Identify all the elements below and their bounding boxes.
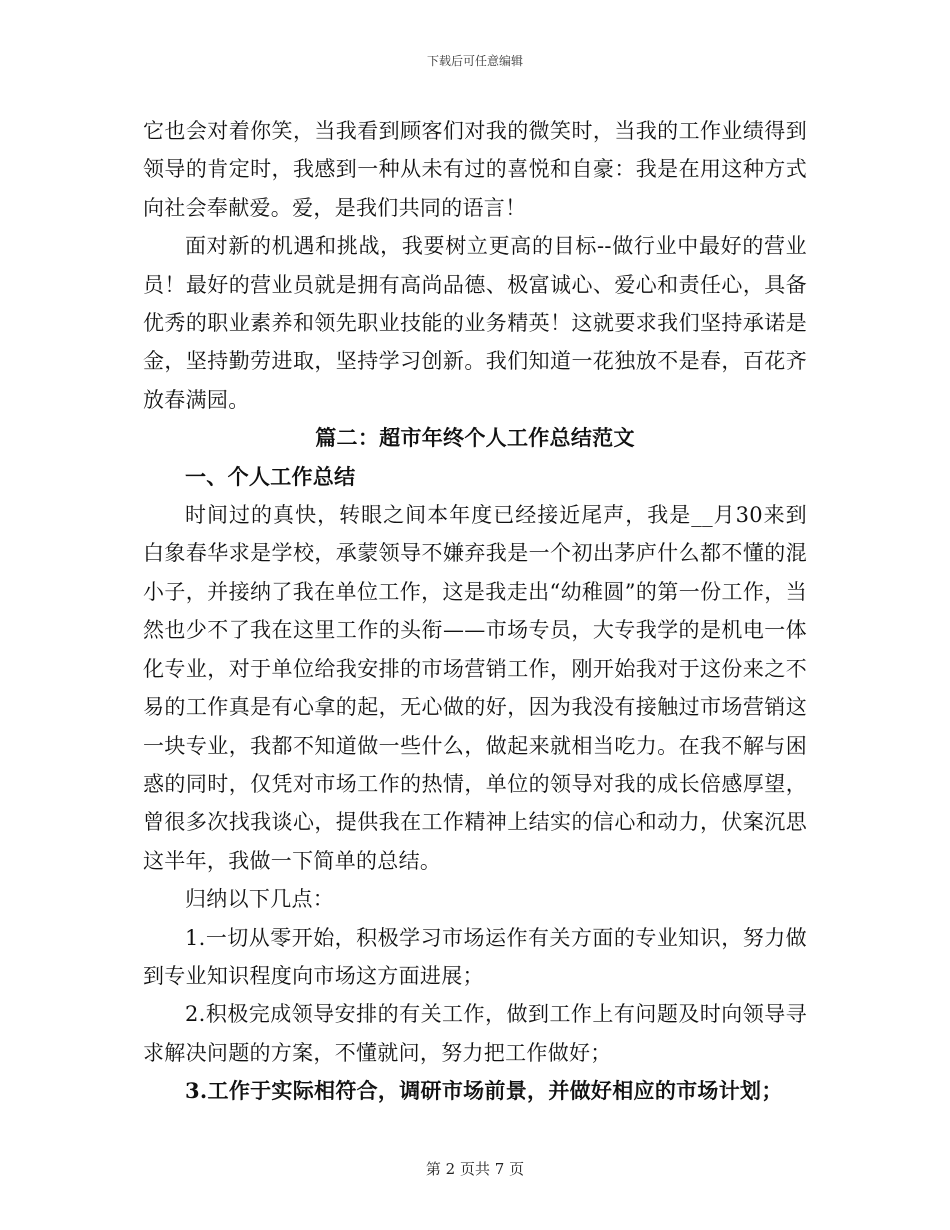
paragraph-3: 时间过的真快，转眼之间本年度已经接近尾声，我是__月30来到白象春华求是学校，承蒙领导不嫌弃我是一个初出茅庐什么都不懂的混小子，并接纳了我在单位工作，这是我走出“幼稚圆”的第一份工作，当然也少不了我在这里工作的头衔——市场专员，大专我学的是机电一体化专业，对于单位给我安排的市场营销工作，刚开始我对于这份来之不易的工作真是有心拿的起，无心做的好，因为我没有接触过市场营销这一块专业，我都不知道做一些什么，做起来就相当吃力。在我不解与困惑的同时，仅凭对市场工作的热情，单位的领导对我的成长倍感厚望，曾很多次找我谈心，提供我在工作精神上结实的信心和动力，伏案沉思这半年，我做一下简单的总结。 — [143, 503, 807, 873]
section-title: 篇二：超市年终个人工作总结范文 — [315, 425, 635, 451]
page-footer: 第 2 页共 7 页 — [425, 1160, 525, 1178]
page-header: 下载后可任意编辑 — [426, 54, 523, 68]
list-item-3: 3.工作于实际相符合，调研市场前景，并做好相应的市场计划； — [185, 1078, 783, 1104]
subsection-heading: 一、个人工作总结 — [185, 463, 356, 489]
document-body — [143, 112, 807, 1111]
paragraph-4: 归纳以下几点： — [185, 887, 335, 912]
paragraph-2: 面对新的机遇和挑战，我要树立更高的目标--做行业中最好的营业员！最好的营业员就是拥有高尚品德、极富诚心、爱心和责任心，具备优秀的职业素养和领先职业技能的业务精英！这就要求我们坚持承诺是金，坚持勤劳进取，坚持学习创新。我们知道一花独放不是春，百花齐放春满园。 — [143, 234, 807, 412]
list-item-2: 2.积极完成领导安排的有关工作，做到工作上有问题及时向领导寻求解决问题的方案，不懂就问，努力把工作做好； — [143, 1002, 807, 1065]
list-item-1: 1.一切从零开始，积极学习市场运作有关方面的专业知识，努力做到专业知识程度向市场这方面进展； — [143, 925, 807, 988]
paragraph-1: 它也会对着你笑，当我看到顾客们对我的微笑时，当我的工作业绩得到领导的肯定时，我感到一种从未有过的喜悦和自豪：我是在用这种方式向社会奉献爱。爱，是我们共同的语言！ — [143, 119, 807, 220]
